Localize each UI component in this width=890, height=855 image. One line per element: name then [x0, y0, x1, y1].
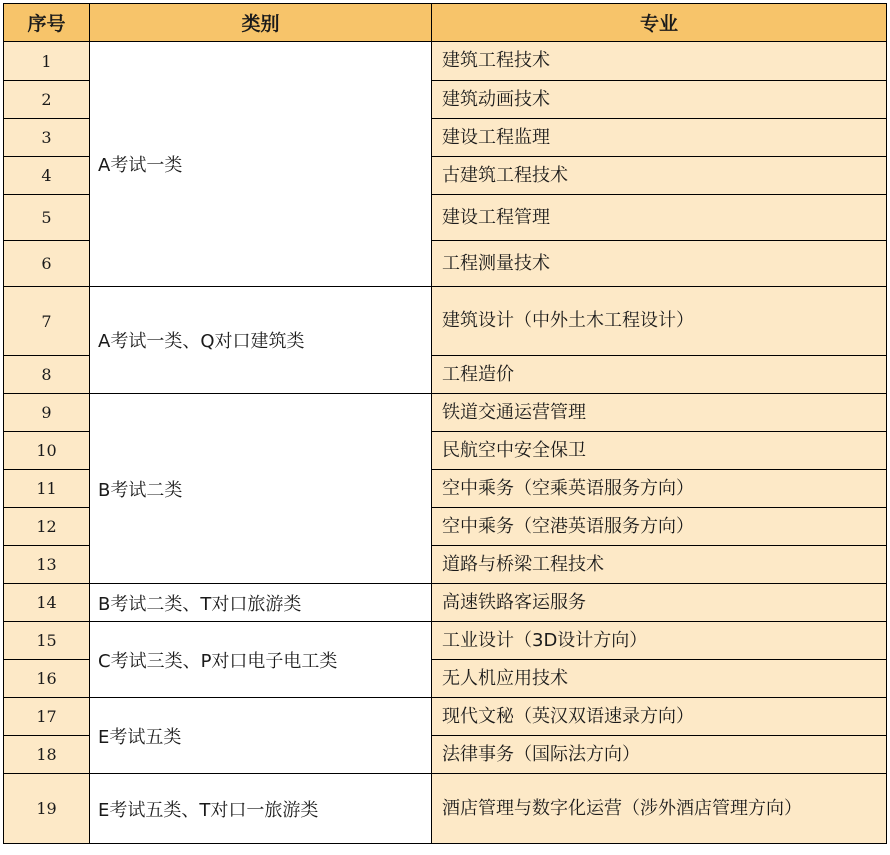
row-index: 13 — [4, 546, 90, 584]
row-index: 19 — [4, 774, 90, 844]
row-index: 15 — [4, 622, 90, 660]
table-row — [4, 622, 887, 660]
row-index: 4 — [4, 157, 90, 195]
row-major: 空中乘务（空港英语服务方向） — [432, 508, 887, 546]
row-major: 建设工程管理 — [432, 195, 887, 241]
row-major: 建设工程监理 — [432, 119, 887, 157]
row-index: 12 — [4, 508, 90, 546]
header-category: 类别 — [90, 4, 432, 42]
table-row — [4, 774, 887, 844]
row-index: 3 — [4, 119, 90, 157]
row-index: 6 — [4, 241, 90, 287]
row-major: 道路与桥梁工程技术 — [432, 546, 887, 584]
row-index: 7 — [4, 287, 90, 356]
row-major: 酒店管理与数字化运营（涉外酒店管理方向） — [432, 774, 887, 844]
row-category: C考试三类、P对口电子电工类 — [90, 622, 432, 698]
table-row — [4, 394, 887, 432]
header-index: 序号 — [4, 4, 90, 42]
row-major: 工程测量技术 — [432, 241, 887, 287]
row-index: 9 — [4, 394, 90, 432]
row-index: 5 — [4, 195, 90, 241]
row-index: 1 — [4, 42, 90, 81]
row-major: 工程造价 — [432, 356, 887, 394]
row-index: 16 — [4, 660, 90, 698]
table-row — [4, 698, 887, 736]
table-row — [4, 42, 887, 81]
row-major: 建筑设计（中外土木工程设计） — [432, 287, 887, 356]
row-major: 法律事务（国际法方向） — [432, 736, 887, 774]
majors-table — [3, 3, 887, 844]
row-index: 2 — [4, 81, 90, 119]
row-major: 现代文秘（英汉双语速录方向） — [432, 698, 887, 736]
row-category: E考试五类、T对口一旅游类 — [90, 774, 432, 844]
majors-table-container — [3, 3, 887, 844]
row-index: 10 — [4, 432, 90, 470]
row-major: 建筑动画技术 — [432, 81, 887, 119]
row-major: 古建筑工程技术 — [432, 157, 887, 195]
row-major: 建筑工程技术 — [432, 42, 887, 81]
row-index: 14 — [4, 584, 90, 622]
table-row — [4, 287, 887, 356]
row-major: 高速铁路客运服务 — [432, 584, 887, 622]
header-row — [4, 4, 887, 42]
row-index: 11 — [4, 470, 90, 508]
row-major: 铁道交通运营管理 — [432, 394, 887, 432]
row-index: 18 — [4, 736, 90, 774]
header-major: 专业 — [432, 4, 887, 42]
table-row — [4, 584, 887, 622]
row-index: 8 — [4, 356, 90, 394]
row-category: B考试二类 — [90, 394, 432, 584]
row-category: A考试一类、Q对口建筑类 — [90, 287, 432, 394]
row-major: 工业设计（3D设计方向） — [432, 622, 887, 660]
row-category: E考试五类 — [90, 698, 432, 774]
row-major: 无人机应用技术 — [432, 660, 887, 698]
row-major: 空中乘务（空乘英语服务方向） — [432, 470, 887, 508]
row-major: 民航空中安全保卫 — [432, 432, 887, 470]
row-category: B考试二类、T对口旅游类 — [90, 584, 432, 622]
row-index: 17 — [4, 698, 90, 736]
row-category: A考试一类 — [90, 42, 432, 287]
